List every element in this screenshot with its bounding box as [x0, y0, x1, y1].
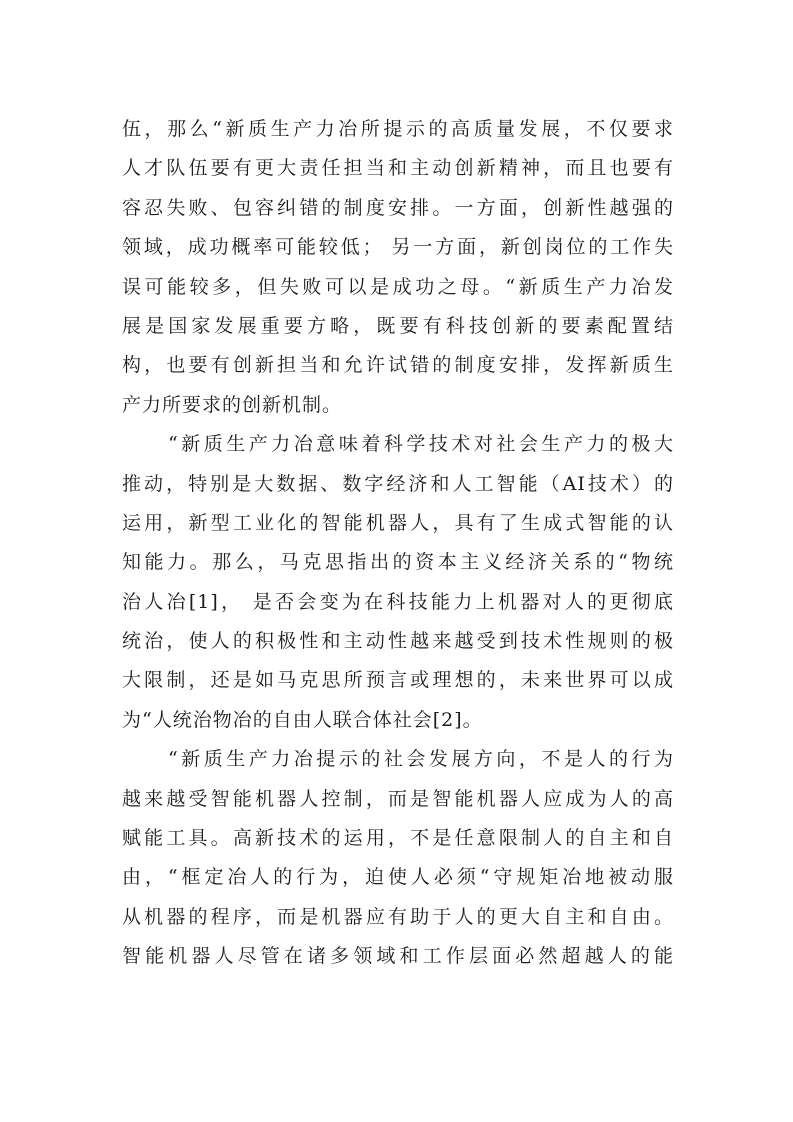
- paragraph-1: [122, 110, 674, 425]
- text-line: “新质生产力冶意味着科学技术对社会生产力的极大: [168, 433, 674, 456]
- body-text: [122, 110, 674, 977]
- text-line: 越来越受智能机器人控制，而是智能机器人应成为人的高: [122, 787, 674, 810]
- text-line: 人才队伍要有更大责任担当和主动创新精神，而且也要有: [122, 157, 674, 180]
- text-line: “新质生产力冶提示的社会发展方向，不是人的行为: [168, 748, 674, 771]
- text-line: 由，“框定冶人的行为，迫使人必须“守规矩冶地被动服: [122, 866, 674, 889]
- text-line: 赋能工具。高新技术的运用，不是任意限制人的自主和自: [122, 827, 674, 850]
- text-line: 为“人统治物冶的自由人联合体社会[2]。: [122, 708, 483, 731]
- text-line: 大限制，还是如马克思所预言或理想的，未来世界可以成: [122, 669, 674, 692]
- text-line: 构，也要有创新担当和允许试错的制度安排，发挥新质生: [122, 354, 674, 377]
- text-line: 展是国家发展重要方略，既要有科技创新的要素配置结: [122, 314, 674, 337]
- text-line: 容忍失败、包容纠错的制度安排。一方面，创新性越强的: [122, 196, 674, 219]
- text-line: 智能机器人尽管在诸多领域和工作层面必然超越人的能: [122, 945, 674, 968]
- text-line: 伍，那么“新质生产力冶所提示的高质量发展，不仅要求: [122, 118, 674, 140]
- text-line: 治人冶[1]， 是否会变为在科技能力上机器对人的更彻底: [122, 590, 674, 613]
- text-line: 推动，特别是大数据、数字经济和人工智能（AI技术）的: [122, 472, 674, 495]
- paragraph-3: [122, 740, 674, 976]
- text-line: 领域，成功概率可能较低； 另一方面，新创岗位的工作失: [122, 236, 674, 259]
- text-line: 从机器的程序，而是机器应有助于人的更大自主和自由。: [122, 905, 674, 928]
- text-line: 产力所要求的创新机制。: [122, 393, 343, 416]
- text-line: 运用，新型工业化的智能机器人，具有了生成式智能的认: [122, 511, 674, 534]
- text-line: 误可能较多，但失败可以是成功之母。“新质生产力冶发: [122, 275, 674, 298]
- paragraph-2: [122, 425, 674, 740]
- text-line: 知能力。那么，马克思指出的资本主义经济关系的“物统: [122, 551, 674, 574]
- text-line: 统治，使人的积极性和主动性越来越受到技术性规则的极: [122, 630, 674, 653]
